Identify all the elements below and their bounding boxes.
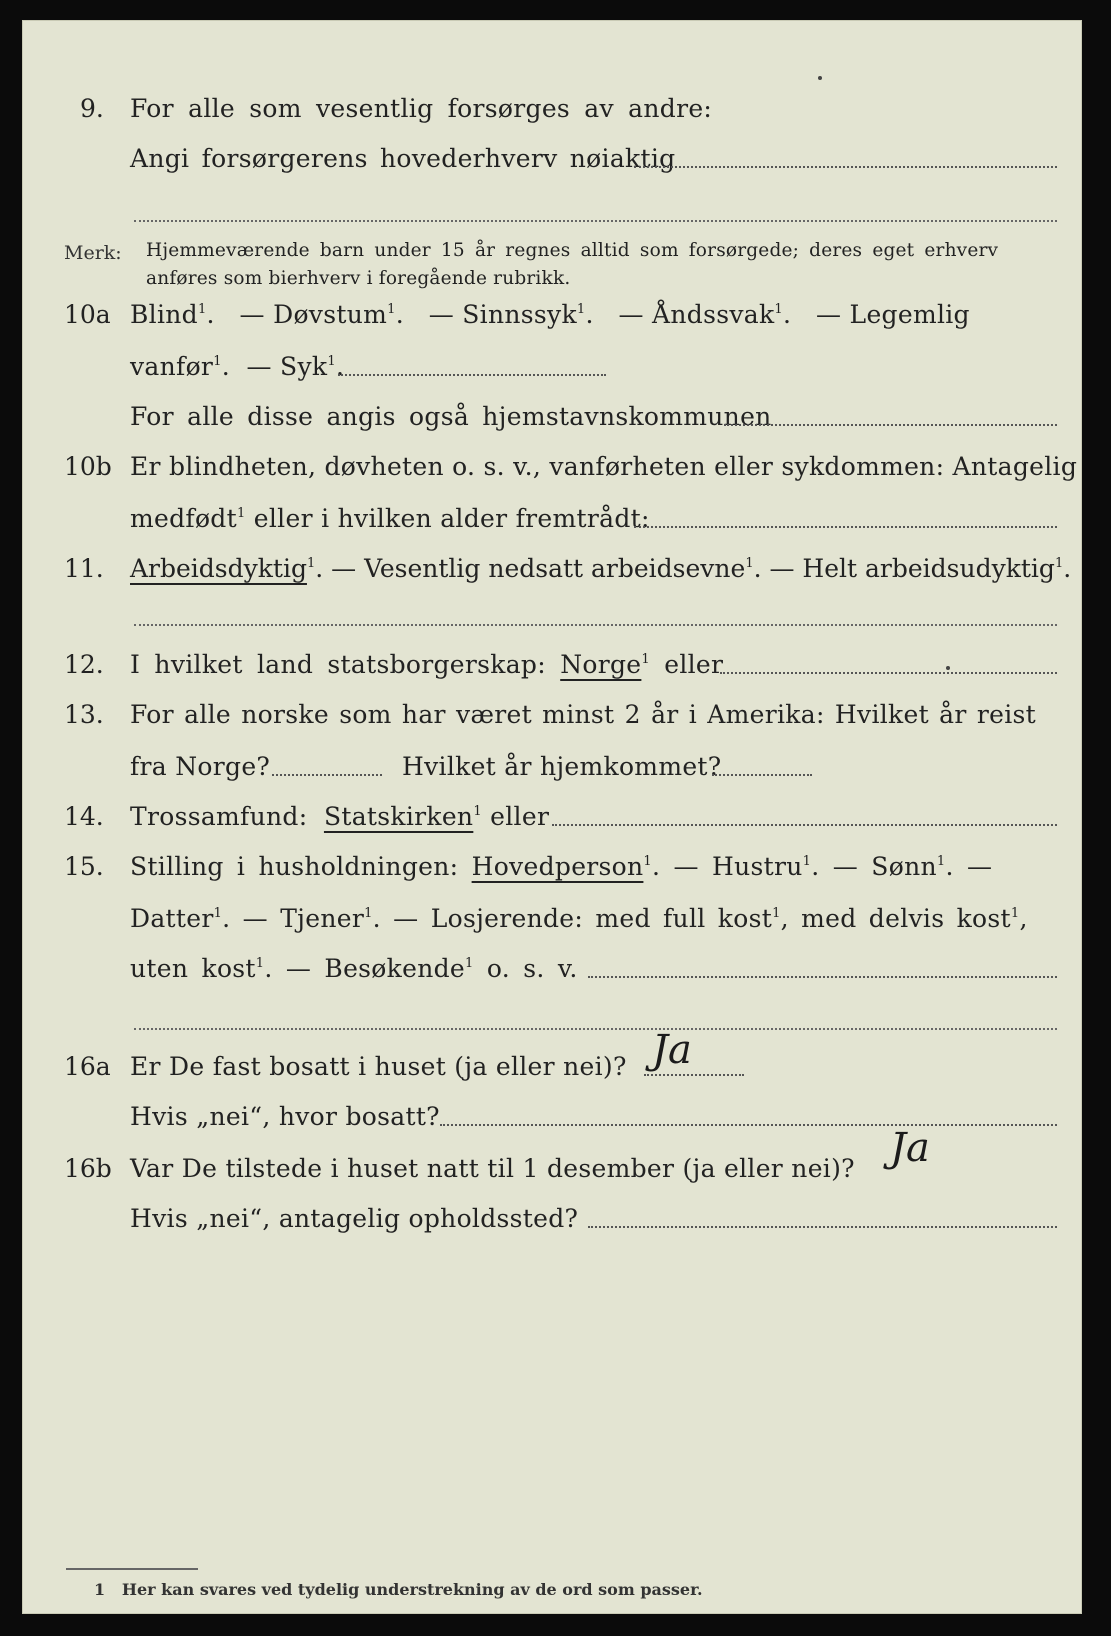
q16a-line2: Hvis „nei“, hvor bosatt?	[130, 1102, 440, 1131]
opt-sonn[interactable]: . — Sønn	[811, 852, 937, 881]
q9-answer-line2[interactable]	[134, 220, 1057, 222]
q16b-handwritten-answer[interactable]: Ja	[890, 1125, 930, 1171]
q10b-line2: medfødt$^1$ eller i hvilken alder fremtrådt:	[130, 504, 650, 533]
q9-line1: For alle som vesentlig forsørges av andre:	[130, 94, 713, 123]
q9-number: 9.	[80, 94, 104, 123]
opt-dovstum[interactable]: — Døvstum	[239, 300, 388, 329]
footnote-rule	[66, 1568, 198, 1570]
q14-line1: Trossamfund: Statskirken$^1$ eller	[130, 802, 550, 831]
opt-losjerende[interactable]: . — Losjerende: med full kost	[372, 904, 773, 933]
q15-answer-line[interactable]	[588, 976, 1057, 978]
q15-line1: Stilling i husholdningen: Hovedperson$^1$. — Hustru$^1$. — Sønn$^1$. —	[130, 852, 993, 881]
opt-hustru[interactable]: . — Hustru	[652, 852, 803, 881]
q13-reist-line[interactable]	[272, 774, 382, 776]
opt-syk[interactable]: — Syk	[246, 352, 328, 381]
q15-line3: uten kost$^1$. — Besøkende$^1$ o. s. v.	[130, 954, 578, 983]
q10a-line3: For alle disse angis også hjemstavnskommunen	[130, 402, 772, 431]
q13-hjem: Hvilket år hjemkommet?	[402, 752, 722, 781]
opt-uten[interactable]: uten kost	[130, 954, 256, 983]
q16a-bosatt-line[interactable]	[440, 1124, 1057, 1126]
q12-line1: I hvilket land statsborgerskap: Norge$^1$ eller	[130, 650, 724, 679]
footnote-mark: 1	[94, 1580, 106, 1599]
opt-legemlig[interactable]: — Legemlig	[816, 300, 970, 329]
opt-datter[interactable]: Datter	[130, 904, 214, 933]
q10a-syk-line[interactable]	[338, 374, 606, 376]
q10a-line2: vanfør$^1$. — Syk$^1$.	[130, 352, 345, 381]
q9-answer-line[interactable]	[634, 166, 1057, 168]
paper-speck	[946, 666, 950, 670]
q13-line1: For alle norske som har været minst 2 år i Amerika: Hvilket år reist	[130, 700, 1037, 729]
opt-hovedperson[interactable]: Hovedperson	[471, 852, 644, 881]
opt-vanfor[interactable]: vanfør	[130, 352, 214, 381]
q16b-opholdssted-line[interactable]	[588, 1226, 1057, 1228]
footnote	[94, 1580, 703, 1599]
q16b-number: 16b	[64, 1154, 112, 1183]
q10b-line2-rest: eller i hvilken alder fremtrådt:	[253, 504, 650, 533]
opt-besokende[interactable]: . — Besøkende	[264, 954, 465, 983]
q10a-kommune-line[interactable]	[724, 424, 1057, 426]
opt-blind[interactable]: Blind	[130, 300, 198, 329]
q12-answer-line[interactable]	[720, 672, 1057, 674]
q15-line2: Datter$^1$. — Tjener$^1$. — Losjerende: med full kost$^1$, med delvis kost$^1$,	[130, 904, 1028, 933]
q9-line2: Angi forsørgerens hovederhverv nøiaktig	[130, 144, 676, 173]
merk-line1: Hjemmeværende barn under 15 år regnes alltid som forsørgede; deres eget erhverv	[146, 240, 999, 261]
q10a-number: 10a	[64, 300, 111, 329]
q16a-line1: Er De fast bosatt i huset (ja eller nei)?	[130, 1052, 627, 1081]
paper-speck	[818, 76, 822, 80]
q12-prompt: I hvilket land statsborgerskap:	[130, 650, 546, 679]
q16a-number: 16a	[64, 1052, 111, 1081]
opt-nedsatt[interactable]: . — Vesentlig nedsatt arbeidsevne	[315, 554, 746, 583]
q13-number: 13.	[64, 700, 104, 729]
q15-answer-line2[interactable]	[134, 1028, 1057, 1030]
q16b-line2: Hvis „nei“, antagelig opholdssted?	[130, 1204, 579, 1233]
q10b-answer-line[interactable]	[634, 526, 1057, 528]
q10a-line1: Blind$^1$. — Døvstum$^1$. — Sinnssyk$^1$. — Åndssvak$^1$. — Legemlig	[130, 300, 970, 329]
q13-hjem-line[interactable]	[712, 774, 812, 776]
q11-line1: Arbeidsdyktig$^1$. — Vesentlig nedsatt arbeidsevne$^1$. — Helt arbeidsudyktig$^1$.	[130, 554, 1072, 583]
form-sheet	[22, 20, 1082, 1614]
q13-fra: fra Norge?	[130, 752, 271, 781]
q15-dash: . —	[945, 852, 993, 881]
q10b-line1: Er blindheten, døvheten o. s. v., vanførheten eller sykdommen: Antagelig	[130, 452, 1078, 481]
q15-osv: o. s. v.	[486, 954, 578, 983]
q14-prompt: Trossamfund:	[130, 802, 308, 831]
q14-answer-line[interactable]	[552, 824, 1057, 826]
q10b-number: 10b	[64, 452, 112, 481]
opt-udyktig[interactable]: . — Helt arbeidsudyktig	[753, 554, 1055, 583]
q15-number: 15.	[64, 852, 104, 881]
opt-arbeidsdyktig[interactable]: Arbeidsdyktig	[130, 554, 307, 583]
q16a-handwritten-answer[interactable]: Ja	[652, 1027, 692, 1073]
opt-tjener[interactable]: . — Tjener	[222, 904, 365, 933]
q16b-line1: Var De tilstede i huset natt til 1 desember (ja eller nei)?	[130, 1154, 855, 1183]
q15-prompt: Stilling i husholdningen:	[130, 852, 459, 881]
q14-eller: eller	[490, 802, 550, 831]
q14-number: 14.	[64, 802, 104, 831]
q16a-answer-line[interactable]	[644, 1074, 744, 1076]
q12-number: 12.	[64, 650, 104, 679]
opt-medfodt[interactable]: medfødt	[130, 504, 237, 533]
footnote-text: Her kan svares ved tydelig understrekning av de ord som passer.	[121, 1580, 703, 1599]
opt-delvis[interactable]: , med delvis kost	[780, 904, 1011, 933]
merk-line2: anføres som bierhverv i foregående rubrikk.	[146, 268, 571, 289]
q12-eller: eller	[664, 650, 724, 679]
opt-andssvak[interactable]: — Åndssvak	[618, 300, 775, 329]
opt-statskirken[interactable]: Statskirken	[323, 802, 474, 831]
opt-sinnssyk[interactable]: — Sinnssyk	[428, 300, 577, 329]
merk-label: Merk:	[64, 242, 122, 264]
q11-answer-line[interactable]	[134, 624, 1057, 626]
opt-norge[interactable]: Norge	[560, 650, 642, 679]
q11-number: 11.	[64, 554, 104, 583]
